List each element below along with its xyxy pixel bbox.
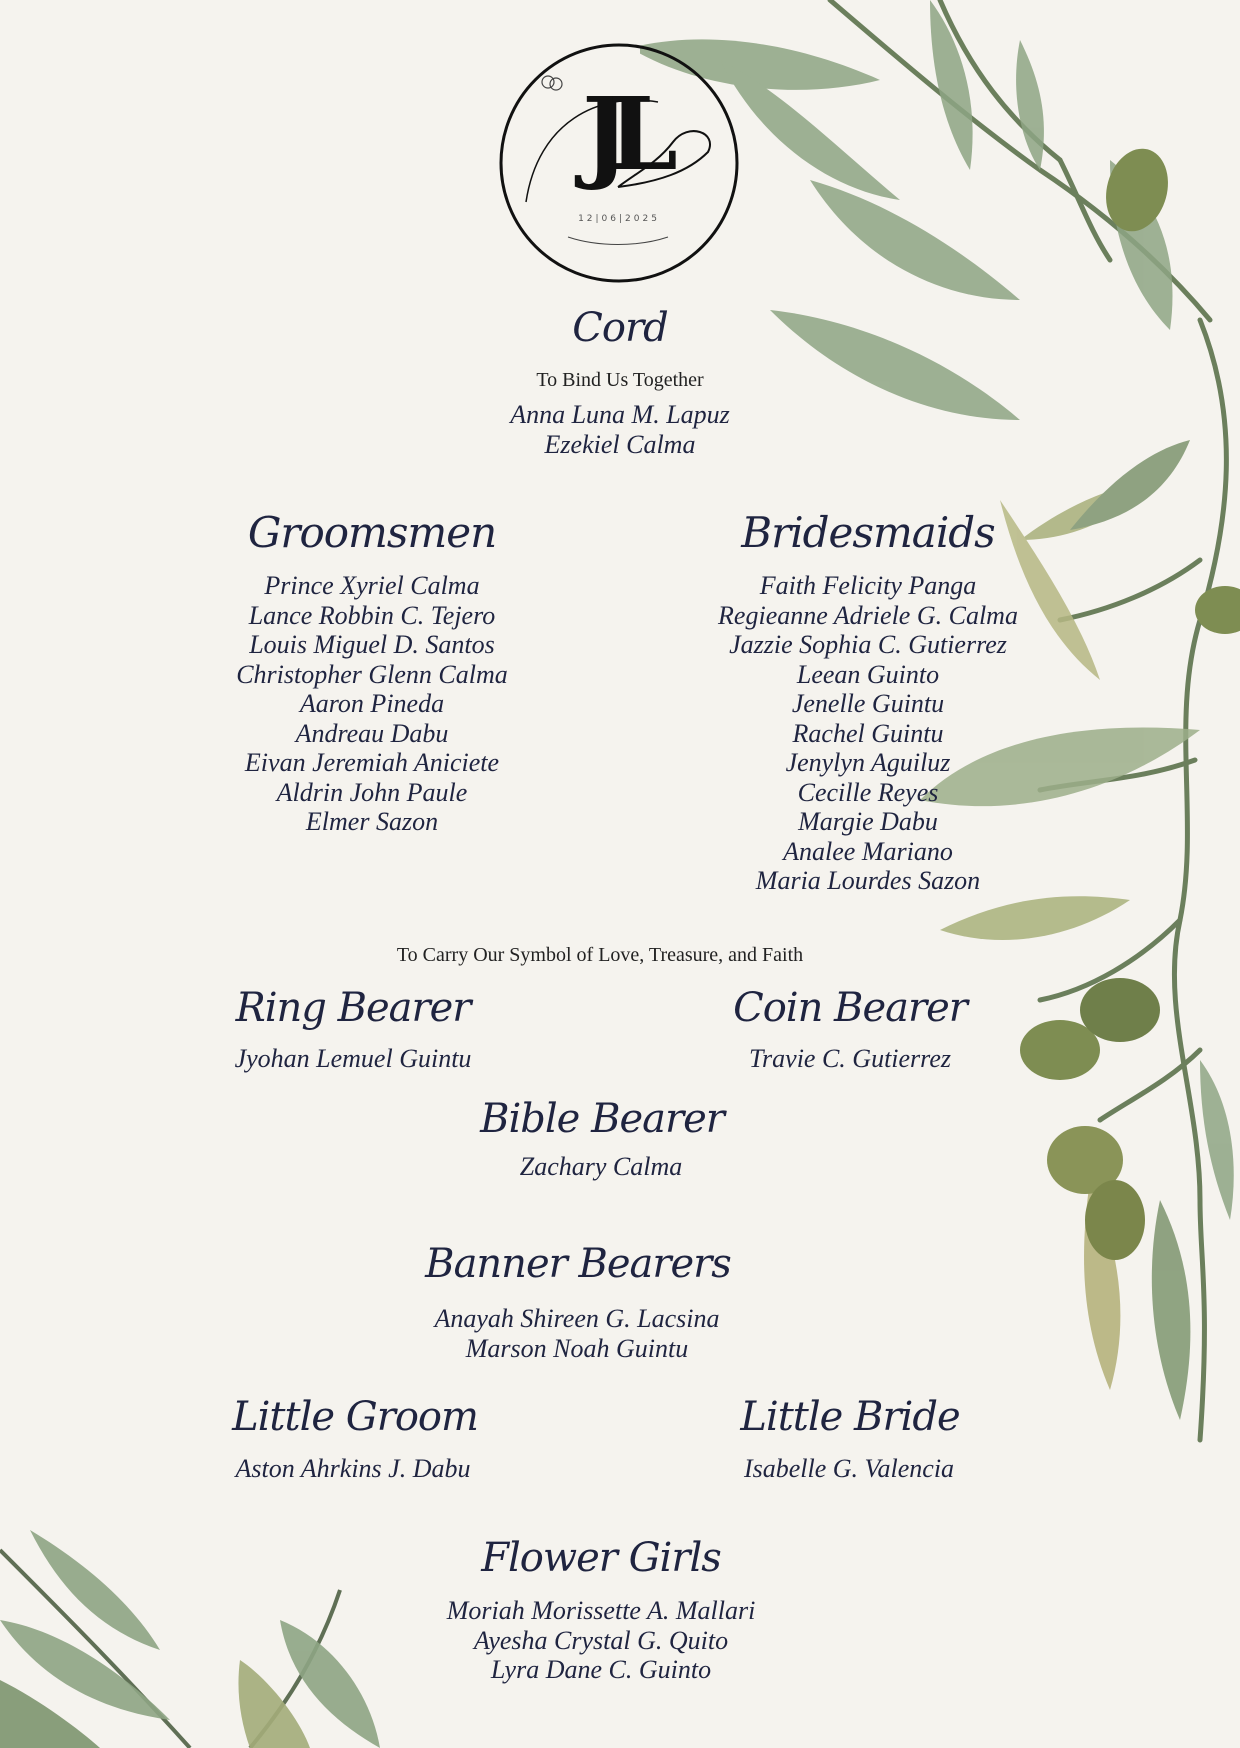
little-groom-name — [236, 1454, 471, 1484]
list-item: Cecille Reyes — [797, 777, 939, 807]
ring-bearer-name — [235, 1044, 472, 1074]
list-item: Aston Ahrkins J. Dabu — [235, 1454, 471, 1483]
list-item: Ezekiel Calma — [544, 429, 696, 459]
list-item: Elmer Sazon — [305, 807, 439, 836]
bible-bearer-title: Bible Bearer — [480, 1096, 724, 1142]
coin-bearer-title: Coin Bearer — [733, 985, 967, 1031]
list-item: Eivan Jeremiah Aniciete — [244, 748, 500, 777]
list-item: Ayesha Crystal G. Quito — [473, 1625, 729, 1655]
list-item: Aaron Pineda — [299, 689, 445, 718]
flower-girls-list — [447, 1596, 756, 1685]
list-item: Moriah Morissette A. Mallari — [446, 1596, 756, 1625]
list-item: Margie Dabu — [798, 807, 938, 836]
list-item: Anayah Shireen G. Lacsina — [434, 1304, 720, 1333]
list-item: Andreau Dabu — [295, 718, 449, 748]
bible-bearer-name — [520, 1152, 683, 1182]
list-item: Analee Mariano — [783, 836, 953, 866]
groomsmen-list — [236, 571, 508, 837]
list-item: Anna Luna M. Lapuz — [510, 400, 730, 429]
little-groom-title: Little Groom — [232, 1394, 478, 1440]
coin-bearer-name — [749, 1044, 951, 1074]
cord-subtitle: To Bind Us Together — [536, 369, 704, 391]
cord-names — [510, 400, 730, 459]
symbols-subtitle: To Carry Our Symbol of Love, Treasure, and Faith — [396, 944, 804, 966]
list-item: Lyra Dane C. Guinto — [490, 1655, 712, 1684]
bridesmaids-list — [718, 571, 1018, 896]
list-item: Jyohan Lemuel Guintu — [234, 1044, 472, 1073]
little-bride-name — [744, 1454, 954, 1484]
little-bride-title: Little Bride — [740, 1394, 960, 1440]
list-item: Leean Guinto — [796, 659, 940, 689]
list-item: Faith Felicity Panga — [759, 571, 977, 600]
list-item: Regieanne Adriele G. Calma — [718, 600, 1018, 630]
list-item: Rachel Guintu — [792, 718, 944, 748]
foliage-bottom-left — [0, 1530, 420, 1748]
list-item: Jenylyn Aguiluz — [785, 748, 951, 777]
monogram-letters: JL — [582, 75, 656, 193]
groomsmen-title: Groomsmen — [247, 508, 497, 557]
cord-title: Cord — [572, 305, 668, 351]
list-item: Louis Miguel D. Santos — [249, 630, 495, 659]
list-item: Isabelle G. Valencia — [743, 1454, 955, 1483]
bridesmaids-title: Bridesmaids — [741, 508, 995, 557]
list-item: Travie C. Gutierrez — [749, 1044, 951, 1073]
flower-girls-title: Flower Girls — [481, 1535, 721, 1581]
list-item: Lance Robbin C. Tejero — [248, 600, 496, 630]
list-item: Prince Xyriel Calma — [264, 571, 480, 600]
ring-bearer-title: Ring Bearer — [235, 985, 471, 1031]
list-item: Jazzie Sophia C. Gutierrez — [729, 630, 1007, 659]
list-item: Marson Noah Guintu — [465, 1333, 689, 1363]
banner-bearers-list — [435, 1304, 720, 1363]
list-item: Maria Lourdes Sazon — [755, 866, 981, 895]
monogram-date: 12|06|2025 — [578, 214, 660, 224]
list-item: Jenelle Guintu — [791, 689, 945, 718]
list-item: Aldrin John Paule — [276, 777, 468, 807]
list-item: Christopher Glenn Calma — [236, 659, 508, 689]
banner-bearers-title: Banner Bearers — [425, 1241, 731, 1287]
monogram — [498, 42, 740, 284]
list-item: Zachary Calma — [519, 1152, 683, 1181]
